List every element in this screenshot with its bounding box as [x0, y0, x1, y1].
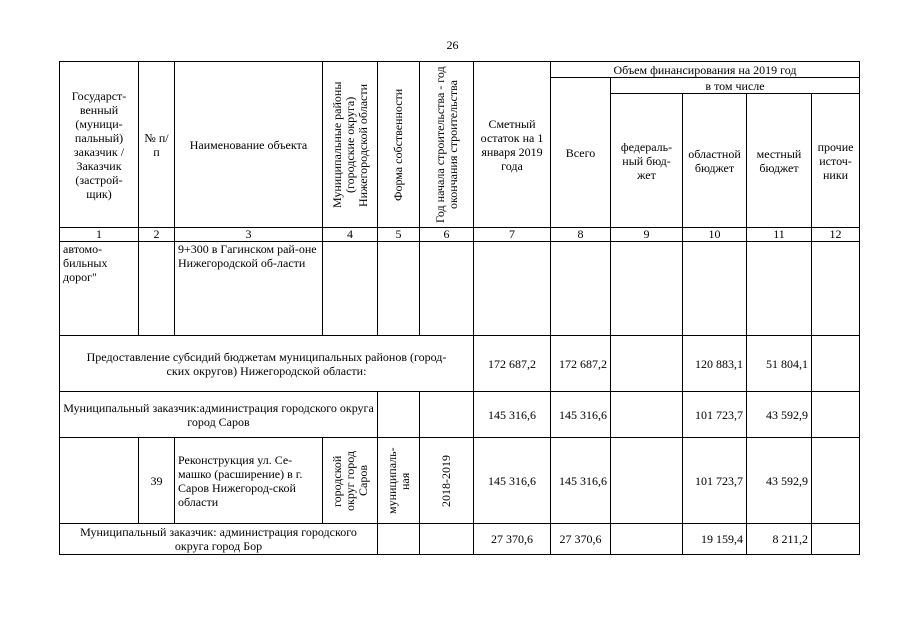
col-number: 6 — [420, 228, 474, 242]
cell-empty — [323, 242, 378, 336]
cell-sarov-label: Муниципальный заказчик:администрация городского округа город Саров — [60, 392, 378, 438]
cell-empty — [420, 392, 474, 438]
cell-estimate: 145 316,6 — [474, 438, 551, 524]
header-local: местный бюджет — [747, 94, 812, 228]
header-customer: Государст-венный (муници-пальный) заказчик / Заказчик (застрой-щик) — [60, 62, 139, 228]
cell-no: 39 — [139, 438, 175, 524]
col-number: 4 — [323, 228, 378, 242]
cell-estimate: 145 316,6 — [474, 392, 551, 438]
header-ownership-text: Форма собственности — [391, 88, 405, 201]
cell-years-text: 2018-2019 — [439, 454, 453, 507]
col-number: 1 — [60, 228, 139, 242]
cell-empty — [420, 524, 474, 555]
col-number: 3 — [175, 228, 323, 242]
cell-empty — [474, 242, 551, 336]
table-row-sarov-customer — [60, 392, 860, 438]
page-number: 26 — [446, 38, 459, 52]
header-no: № п/п — [139, 62, 175, 228]
header-including: в том числе — [611, 78, 860, 94]
cell-object: 9+300 в Гагинском рай-оне Нижегородской об-ласти — [175, 242, 323, 336]
col-number: 10 — [683, 228, 747, 242]
cell-total: 145 316,6 — [551, 392, 611, 438]
cell-empty — [139, 242, 175, 336]
table-row-item-39 — [60, 438, 860, 524]
header-row-1 — [60, 62, 860, 78]
cell-object: Реконструкция ул. Се-машко (расширение) в г. Саров Нижегород-ской области — [175, 438, 323, 524]
cell-empty — [551, 242, 611, 336]
header-districts-text: Муниципальные районы (городские округа) Нижегородской области — [329, 81, 370, 208]
financing-table — [59, 61, 860, 555]
cell-federal — [611, 438, 683, 524]
cell-total: 145 316,6 — [551, 438, 611, 524]
cell-estimate: 27 370,6 — [474, 524, 551, 555]
header-years-text: Год начала строительства - год окончания строительства — [432, 66, 460, 223]
cell-local: 51 804,1 — [747, 336, 812, 392]
header-regional: областной бюджет — [683, 94, 747, 228]
column-numbers-row — [60, 228, 860, 242]
cell-local: 43 592,9 — [747, 392, 812, 438]
cell-district — [323, 438, 378, 524]
cell-regional: 120 883,1 — [683, 336, 747, 392]
header-estimate: Сметный остаток на 1 января 2019 года — [474, 62, 551, 228]
cell-empty — [611, 242, 683, 336]
cell-empty — [420, 242, 474, 336]
cell-federal — [611, 524, 683, 555]
cell-empty — [378, 392, 420, 438]
cell-ownership-text: муниципаль-ная — [384, 447, 412, 514]
col-number: 11 — [747, 228, 812, 242]
col-number: 2 — [139, 228, 175, 242]
cell-district-text: городской округ город Саров — [329, 450, 370, 511]
table-row-continuation — [60, 242, 860, 336]
header-total: Всего — [551, 78, 611, 228]
cell-customer: автомо-бильных дорог" — [60, 242, 139, 336]
header-financing: Объем финансирования на 2019 год — [551, 62, 860, 78]
cell-subsidies-label: Предоставление субсидий бюджетам муниципальных районов (город-ских округов) Нижегородской области: — [60, 336, 474, 392]
table-row-subsidies — [60, 336, 860, 392]
cell-empty — [378, 242, 420, 336]
header-federal: федераль-ный бюд-жет — [611, 94, 683, 228]
cell-federal — [611, 392, 683, 438]
cell-empty — [812, 242, 860, 336]
cell-local: 8 211,2 — [747, 524, 812, 555]
cell-other — [812, 438, 860, 524]
header-years — [420, 62, 474, 228]
cell-bor-label: Муниципальный заказчик: администрация городского округа город Бор — [60, 524, 378, 555]
table-row-bor-customer — [60, 524, 860, 555]
cell-empty — [683, 242, 747, 336]
cell-customer — [60, 438, 139, 524]
cell-other — [812, 524, 860, 555]
cell-regional: 101 723,7 — [683, 438, 747, 524]
cell-years — [420, 438, 474, 524]
col-number: 8 — [551, 228, 611, 242]
cell-total: 172 687,2 — [551, 336, 611, 392]
cell-regional: 101 723,7 — [683, 392, 747, 438]
cell-local: 43 592,9 — [747, 438, 812, 524]
header-other: прочие источ-ники — [812, 94, 860, 228]
col-number: 5 — [378, 228, 420, 242]
col-number: 7 — [474, 228, 551, 242]
cell-empty — [747, 242, 812, 336]
cell-other — [812, 336, 860, 392]
col-number: 12 — [812, 228, 860, 242]
cell-empty — [378, 524, 420, 555]
cell-regional: 19 159,4 — [683, 524, 747, 555]
cell-other — [812, 392, 860, 438]
cell-total: 27 370,6 — [551, 524, 611, 555]
header-ownership — [378, 62, 420, 228]
header-object-name: Наименование объекта — [175, 62, 323, 228]
header-districts — [323, 62, 378, 228]
cell-estimate: 172 687,2 — [474, 336, 551, 392]
cell-federal — [611, 336, 683, 392]
cell-ownership — [378, 438, 420, 524]
col-number: 9 — [611, 228, 683, 242]
